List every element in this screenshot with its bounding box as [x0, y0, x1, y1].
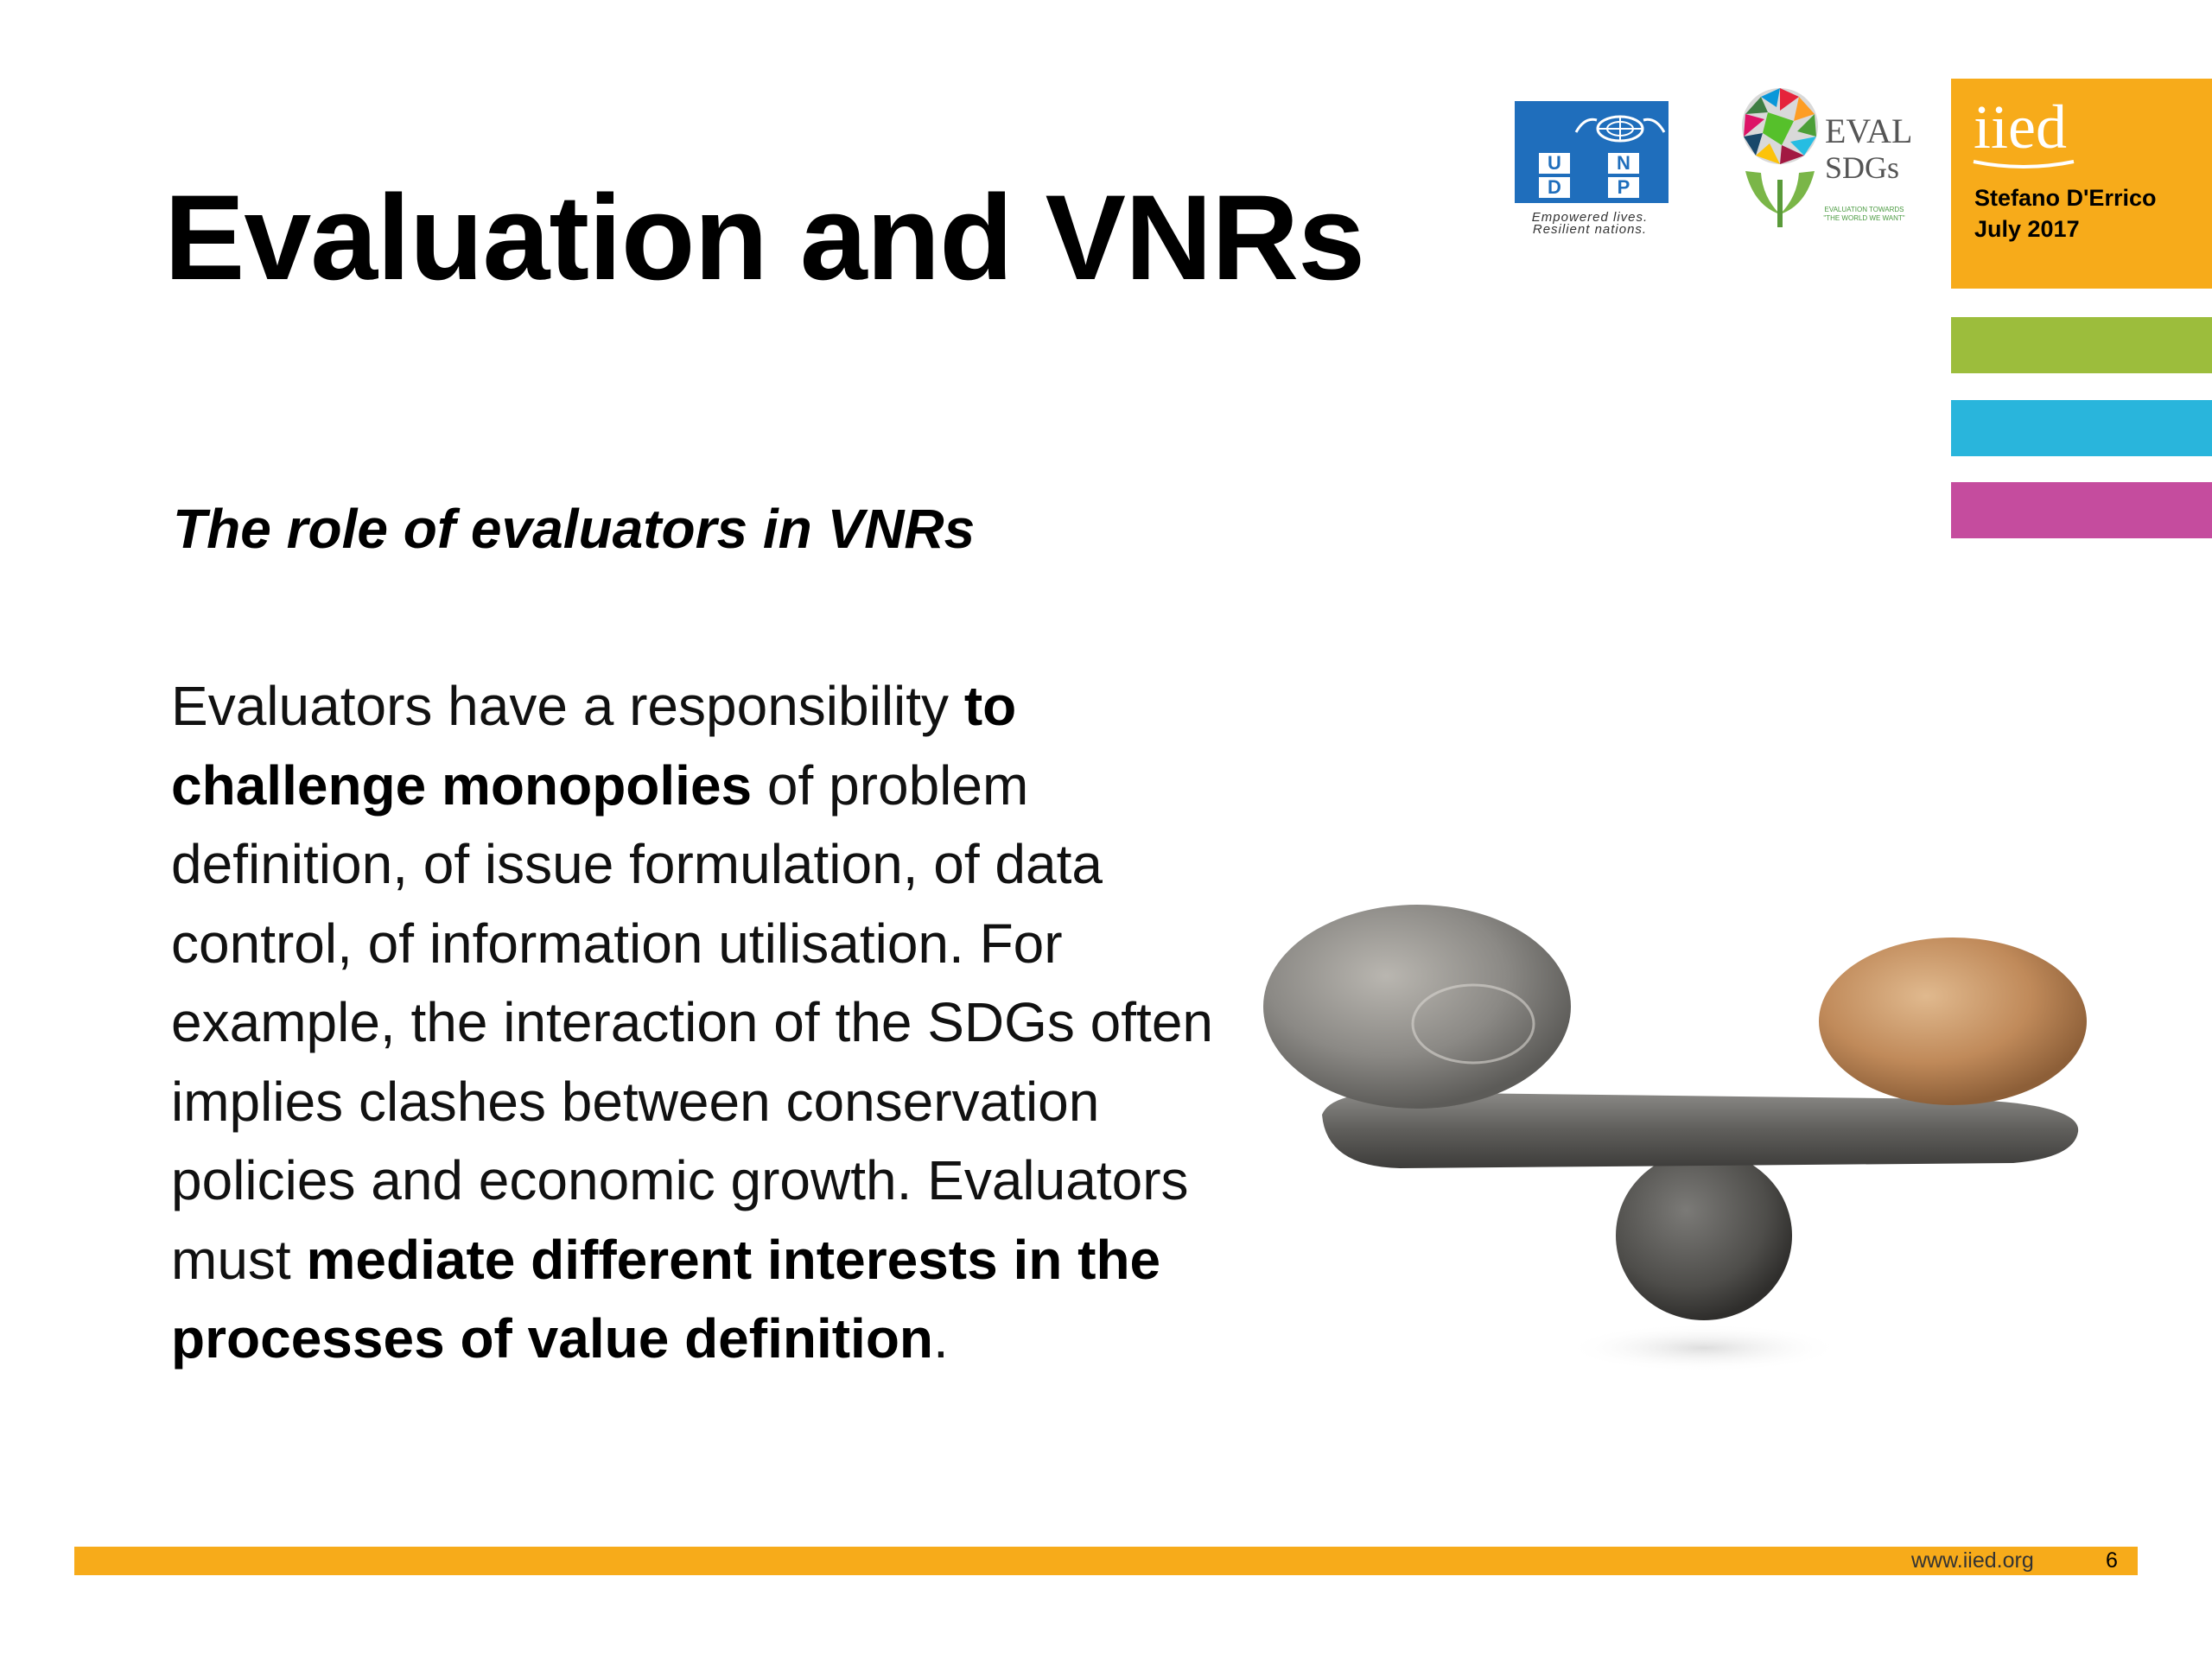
cyan-accent-bar — [1951, 400, 2212, 456]
undp-letter-p: P — [1608, 177, 1639, 198]
author-name: Stefano D'Errico — [1974, 185, 2157, 211]
un-emblem-icon — [1569, 111, 1671, 146]
undp-logo — [1486, 97, 1694, 244]
evalsdgs-eval-text: EVAL — [1825, 111, 1913, 150]
iied-swoosh-icon — [1972, 158, 2075, 170]
undp-tagline-line-1: Empowered lives. — [1531, 210, 1649, 225]
evalsdgs-tagline-line-2: "THE WORLD WE WANT" — [1823, 214, 1905, 222]
body-bold-1: to challenge monopolies — [171, 675, 1017, 817]
body-text-3: . — [933, 1307, 949, 1370]
page-number: 6 — [2106, 1548, 2118, 1573]
undp-letter-n: N — [1608, 153, 1639, 174]
green-accent-bar — [1951, 317, 2212, 373]
undp-tagline-line-2: Resilient nations. — [1532, 222, 1648, 237]
body-bold-2: mediate different interests in the processes of value definition — [171, 1228, 1161, 1370]
slide-subtitle: The role of evaluators in VNRs — [173, 498, 976, 560]
body-text-2: of problem definition, of issue formulation, of data control, of information utilisation. For example, the interaction of the SDGs often implies clashes between conservation policies and economic growth. Evaluators must — [171, 753, 1213, 1291]
undp-letter-u: U — [1539, 153, 1570, 174]
slide-title: Evaluation and VNRs — [164, 169, 1365, 305]
undp-letter-d: D — [1539, 177, 1570, 198]
evalsdgs-tagline-line-1: EVALUATION TOWARDS — [1824, 206, 1904, 213]
iied-header-box — [1951, 79, 2212, 289]
footer-url[interactable]: www.iied.org — [1911, 1548, 2034, 1573]
magenta-accent-bar — [1951, 482, 2212, 538]
evalsdgs-globe-icon — [1728, 76, 1823, 236]
evalsdgs-tagline — [1815, 206, 1914, 223]
body-paragraph — [171, 667, 1251, 1379]
author-block — [1974, 182, 2156, 245]
evalsdgs-sdgs-text: SDGs — [1825, 150, 1900, 185]
balancing-stones-image — [1262, 899, 2108, 1417]
body-text-1: Evaluators have a responsibility — [171, 675, 964, 737]
footer-bar — [74, 1547, 2138, 1575]
presentation-date: July 2017 — [1974, 216, 2080, 242]
undp-logo-box — [1515, 101, 1669, 203]
iied-logo: iied — [1974, 92, 2067, 162]
undp-tagline — [1486, 212, 1694, 236]
evalsdgs-logo — [1728, 76, 1914, 236]
